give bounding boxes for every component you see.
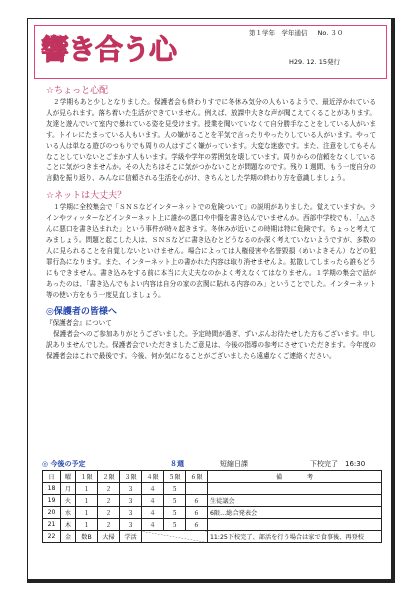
cell: 水 — [61, 507, 76, 519]
cell: ５ — [164, 495, 186, 507]
issue-number: No. ３０ — [317, 29, 344, 37]
newsletter-logo: 響き合う心 — [41, 33, 177, 66]
table-row — [43, 507, 382, 519]
cell-note — [208, 483, 382, 495]
col-header: １限 — [76, 471, 98, 483]
issue-date: H29. 12. 15発行 — [289, 58, 340, 66]
newsletter-page — [27, 18, 395, 583]
cell-note: 11:25下校完了、部活を行う場合は家で食事後、再登校 — [208, 531, 382, 543]
schedule-title: ◎ 今後の予定 — [42, 460, 86, 468]
cell: ２ — [98, 495, 120, 507]
section-subheading: 『保護者会』について — [46, 319, 112, 328]
cell: ５ — [164, 519, 186, 531]
table-row — [43, 483, 382, 495]
cell: ５ — [164, 507, 186, 519]
schedule-dismissal: 下校完了 16:30 — [310, 460, 366, 468]
table-row — [43, 519, 382, 531]
cell: ６ — [186, 507, 208, 519]
cell: ３ — [120, 507, 142, 519]
cell: 22 — [43, 531, 61, 543]
col-header: 日 — [43, 471, 61, 483]
col-header: ５限 — [164, 471, 186, 483]
cell: １ — [76, 495, 98, 507]
cell: ４ — [142, 495, 164, 507]
table-row — [43, 531, 382, 543]
table-header-row — [43, 471, 382, 483]
cell: ２ — [98, 507, 120, 519]
newsletter-body — [46, 79, 376, 362]
cell-note: 6限…総合発表会 — [208, 507, 382, 519]
cell — [186, 483, 208, 495]
col-header: ６限 — [186, 471, 208, 483]
cell-blank — [142, 531, 208, 543]
cell: 月 — [61, 483, 76, 495]
cell: ４ — [142, 519, 164, 531]
cell: ４ — [142, 507, 164, 519]
cell: ６ — [186, 519, 208, 531]
schedule-heading — [42, 459, 382, 469]
cell: 大掃 — [98, 531, 120, 543]
schedule-table — [42, 470, 382, 543]
schedule-short-day: 短縮日課 — [220, 460, 248, 468]
table-row — [43, 495, 382, 507]
cell: 21 — [43, 519, 61, 531]
section-paragraph: 保護者会へのご参加ありがとうございました。予定時間が過ぎ、ずいぶんお待たせした方もございます。申し訳ありませんでした。保護者会でいただきましたご意見は、今後の指導の参考にさせていただきます。今年度の保護者会はこれで最後です。今後、何か気になることがございましたら遠慮なくご連絡ください。 — [46, 330, 376, 361]
masthead — [34, 25, 387, 79]
cell: 火 — [61, 495, 76, 507]
cell: ６ — [186, 495, 208, 507]
cell: ３ — [120, 495, 142, 507]
cell-note — [208, 519, 382, 531]
col-header: ３限 — [120, 471, 142, 483]
col-header: ２限 — [98, 471, 120, 483]
schedule-week: ８週 — [170, 460, 184, 468]
cell: 18 — [43, 483, 61, 495]
cell-note: 生徒議会 — [208, 495, 382, 507]
cell: ４ — [142, 483, 164, 495]
cell: ２ — [98, 519, 120, 531]
cell: 数B — [76, 531, 98, 543]
section-paragraph: １学期に全校集会で「ＳＮＳなどインターネットでの危険ついて」の説明がありました。覚えていますか。ラインやツィッターなどインターネット上に誰かの悪口や中傷を書き込んでいませんか。西部中学校でも、「△△さんに悪口を書き込まれた」という事件が時々起きます。冬休みが近いこの時期は特に危険です。ちょっと考えてみましょう。問題と起こした人は、ＳＮＳなどに書き込むとどうなるのか深く考えていないようですが、多数の人に見られることを自覚しないといけません。場合によっては人権侵害や名誉毀損（めいよきそん）などの犯罪行為になります。また、インターネット上の書かれた内容は取り消せませんよ。拡散してしまったら誰もどうにもできません。書き込みをする前に本当に大丈夫なのかよく考えなくてはなりません。１学期の集会で話があったのは、「書き込んでもよい内容は自分の家の玄関に貼れる内容のみ」ということでした。インターネット等の使い方をもう一度見直しましょう。 — [46, 203, 376, 299]
cell: １ — [76, 483, 98, 495]
col-header: 備 考 — [208, 471, 382, 483]
cell: ３ — [120, 519, 142, 531]
col-header: ４限 — [142, 471, 164, 483]
cell: 学活 — [120, 531, 142, 543]
cell: 19 — [43, 495, 61, 507]
cell: ２ — [98, 483, 120, 495]
col-header: 曜 — [61, 471, 76, 483]
issue-title: 第１学年 学年通信 — [249, 29, 308, 37]
issue-line — [249, 28, 343, 37]
section-title-internet: ☆ネットは大丈夫？ — [46, 191, 127, 202]
cell: ３ — [120, 483, 142, 495]
cell: １ — [76, 519, 98, 531]
section-paragraph: ２学期もあと少しとなりました。保護者会も終わりすでに冬休み気分の人もいるようで、最近浮かれている人が見られます。落ち着いた生活ができていません。例えば、放課中大きな声が聞こえてくることがあります。友達と遊んでいて室内で暴れている姿を見受けます。授業を聞いていなくて自分勝手なことをしている人がいます。トイレにたまっている人もいます。人の嫌がることを平気で言ったりやったりしている人がいます。やっている人は単なる遊びのつもりでも周りの人はすごく嫌がっています。大変な迷惑です。また、注意をしてもそんなことしていないとごまかす人もいます。学級や学年の雰囲気を壊しています。周りからの信頼をなくしていることに気がつきませんか。その人たちはそこに気がつかないことが問題なのです。残り１週間、もう一度自分の言動を振り返り、みんなに信頼される生活を心がけ、きちんとした学期の終わり方を意識しましょう。 — [46, 98, 376, 183]
cell: 木 — [61, 519, 76, 531]
cell: 金 — [61, 531, 76, 543]
section-title-worry: ☆ちょっと心配 — [46, 86, 109, 96]
cell: 20 — [43, 507, 61, 519]
section-title-parents: ◎保護者の皆様へ — [46, 307, 117, 318]
cell: １ — [76, 507, 98, 519]
cell: ５ — [164, 483, 186, 495]
